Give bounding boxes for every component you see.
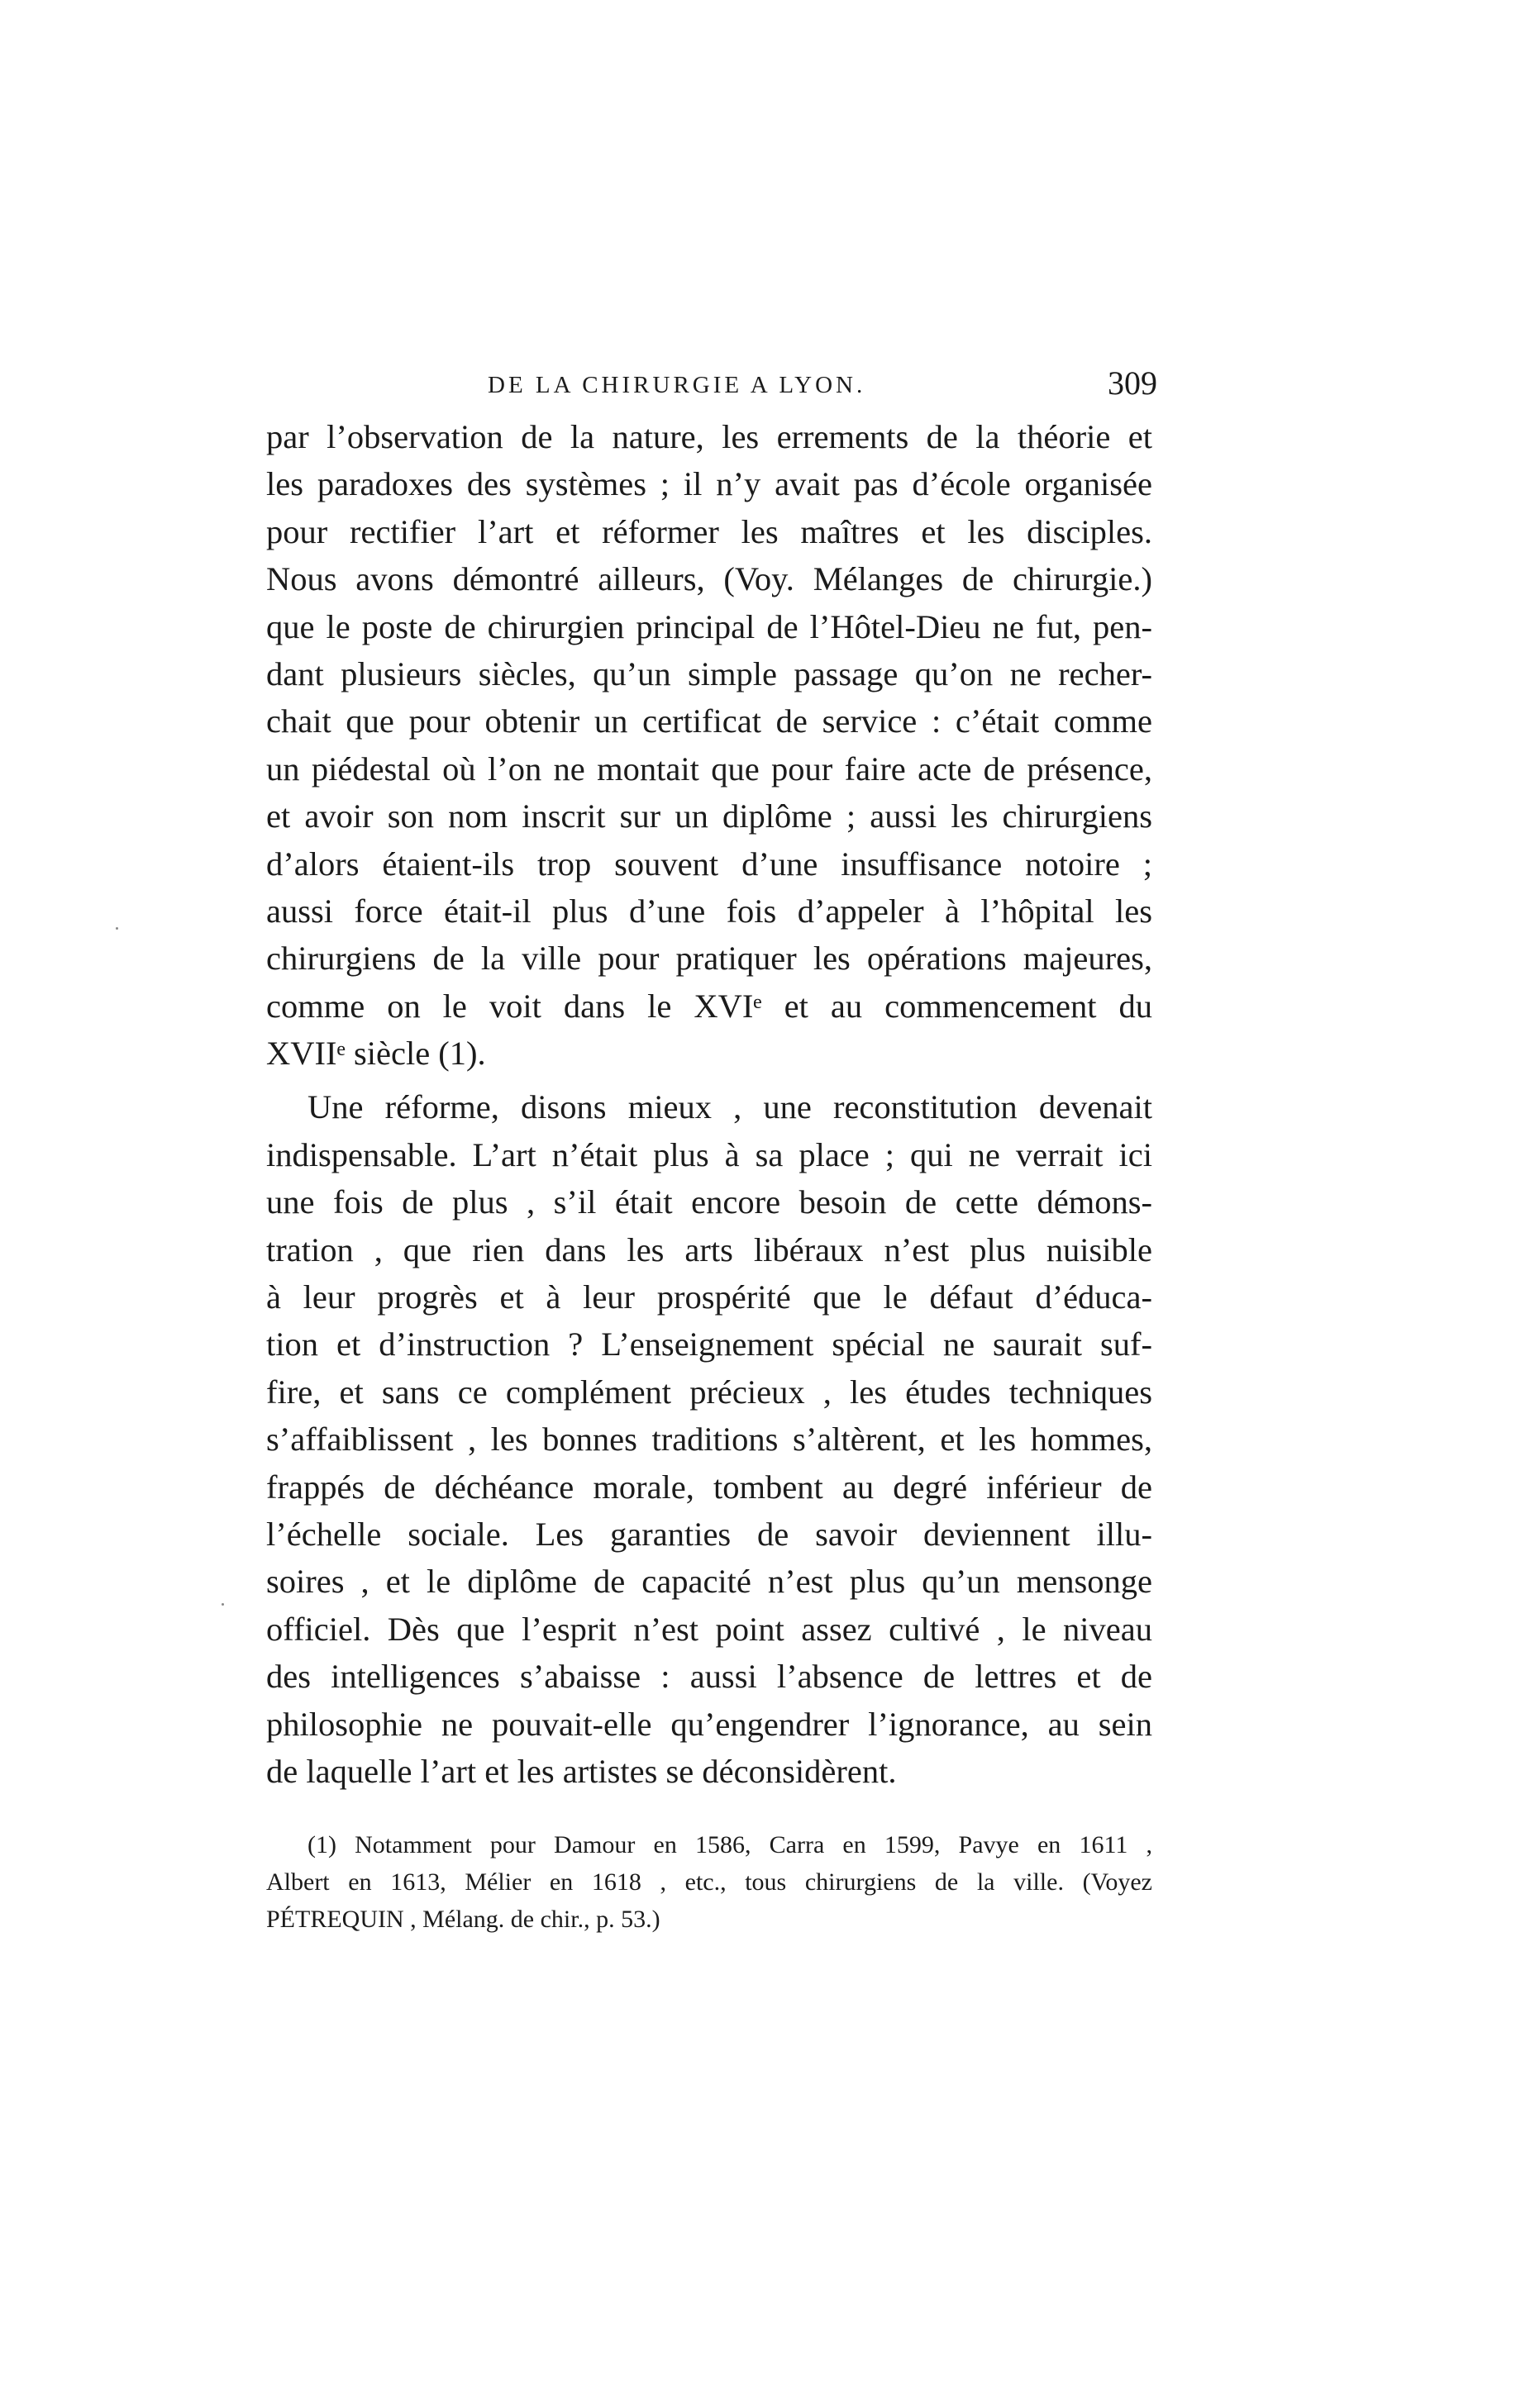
text-line: d’alors étaient-ils trop souvent d’une insuffisance notoire ; bbox=[266, 845, 1152, 883]
text-line: pour rectifier l’art et réformer les maîtres et les disciples. bbox=[266, 512, 1152, 550]
text-line: aussi force était-il plus d’une fois d’appeler à l’hôpital les bbox=[266, 892, 1152, 930]
text-line: tration , que rien dans les arts libéraux n’est plus nuisible bbox=[266, 1230, 1152, 1268]
text-line: et avoir son nom inscrit sur un diplôme ; aussi les chirurgiens bbox=[266, 797, 1152, 835]
text-line: tion et d’instruction ? L’enseignement spécial ne saurait suf- bbox=[266, 1325, 1152, 1363]
body-text bbox=[266, 413, 1152, 1795]
text-line: dant plusieurs siècles, qu’un simple passage qu’on ne recher- bbox=[266, 654, 1152, 692]
text-line: une fois de plus , s’il était encore besoin de cette démons- bbox=[266, 1183, 1152, 1221]
text-line: des intelligences s’abaisse : aussi l’absence de lettres et de bbox=[266, 1658, 1152, 1696]
text-line: indispensable. L’art n’était plus à sa place ; qui ne verrait ici bbox=[266, 1135, 1152, 1173]
text-line: Nous avons démontré ailleurs, (Voy. Mélanges de chirurgie.) bbox=[266, 560, 1152, 598]
paper-speck bbox=[116, 927, 118, 930]
text-line: à leur progrès et à leur prospérité que le défaut d’éduca- bbox=[266, 1278, 1152, 1316]
footnotes bbox=[266, 1826, 1152, 1938]
footnote-line: Albert en 1613, Mélier en 1618 , etc., tous chirurgiens de la ville. (Voyez bbox=[266, 1868, 1152, 1896]
text-line: de laquelle l’art et les artistes se déconsidèrent. bbox=[266, 1752, 897, 1790]
text-line: les paradoxes des systèmes ; il n’y avait pas d’école organisée bbox=[266, 465, 1152, 503]
text-line: officiel. Dès que l’esprit n’est point assez cultivé , le niveau bbox=[266, 1610, 1152, 1648]
text-line: chait que pour obtenir un certificat de service : c’était comme bbox=[266, 702, 1152, 740]
footnote-line: PÉTREQUIN , Mélang. de chir., p. 53.) bbox=[266, 1906, 660, 1933]
text-line: par l’observation de la nature, les errements de la théorie et bbox=[266, 418, 1152, 455]
paper-speck bbox=[222, 1603, 224, 1606]
text-line: que le poste de chirurgien principal de l’Hôtel-Dieu ne fut, pen- bbox=[266, 607, 1152, 645]
text-line: un piédestal où l’on ne montait que pour faire acte de présence, bbox=[266, 750, 1152, 788]
text-line: soires , et le diplôme de capacité n’est plus qu’un mensonge bbox=[266, 1563, 1152, 1601]
text-line: l’échelle sociale. Les garanties de savoir deviennent illu- bbox=[266, 1515, 1152, 1553]
text-line: chirurgiens de la ville pour pratiquer les opérations majeures, bbox=[266, 940, 1152, 978]
footnote-line: (1) Notamment pour Damour en 1586, Carra en 1599, Pavye en 1611 , bbox=[307, 1831, 1152, 1858]
text-line: comme on le voit dans le XVIᵉ et au commencement du bbox=[266, 987, 1152, 1025]
text-line: s’affaiblissent , les bonnes traditions s’altèrent, et les hommes, bbox=[266, 1421, 1152, 1459]
text-line: frappés de déchéance morale, tombent au degré inférieur de bbox=[266, 1468, 1152, 1506]
text-line: philosophie ne pouvait-elle qu’engendrer l’ignorance, au sein bbox=[266, 1705, 1152, 1743]
text-line: Une réforme, disons mieux , une reconstitution devenait bbox=[307, 1088, 1152, 1126]
running-title: DE LA CHIRURGIE A LYON. bbox=[488, 372, 866, 398]
page-number: 309 bbox=[1108, 364, 1157, 402]
text-line: XVIIᵉ siècle (1). bbox=[266, 1035, 486, 1073]
running-head bbox=[273, 364, 1166, 413]
text-line: fire, et sans ce complément précieux , les études techniques bbox=[266, 1373, 1152, 1411]
